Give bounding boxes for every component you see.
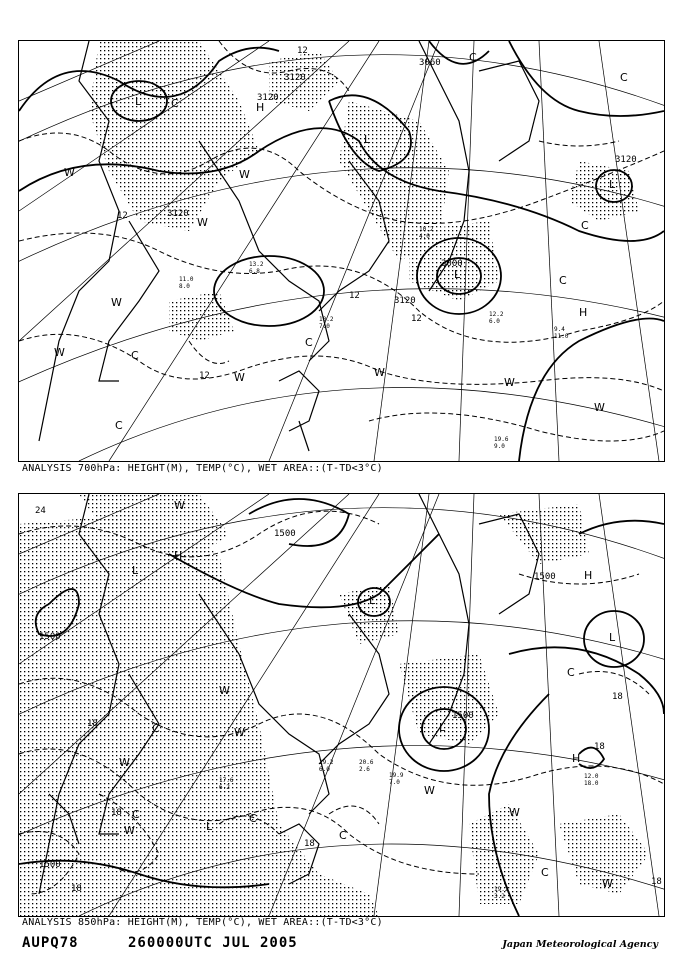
svg-text:17.6: 17.6 bbox=[219, 777, 234, 784]
low-center-1: L bbox=[369, 594, 376, 607]
warm-marker: W bbox=[504, 376, 515, 389]
warm-marker: W bbox=[219, 684, 230, 697]
warm-marker: W bbox=[111, 296, 122, 309]
height-label: 3060 bbox=[419, 58, 441, 68]
svg-text:6.2: 6.2 bbox=[219, 784, 230, 791]
height-label: 1500 bbox=[534, 572, 556, 582]
svg-text:7.0: 7.0 bbox=[319, 323, 330, 330]
svg-text:20.6: 20.6 bbox=[359, 759, 374, 766]
low-center-4: L bbox=[206, 820, 213, 833]
cold-marker: C bbox=[620, 71, 628, 84]
low-center-2: L bbox=[364, 133, 371, 146]
cold-marker: C bbox=[559, 274, 567, 287]
svg-text:9.0: 9.0 bbox=[494, 443, 505, 450]
height-label: 1500 bbox=[452, 711, 474, 721]
warm-marker: W bbox=[64, 166, 75, 179]
warm-marker: W bbox=[124, 824, 135, 837]
svg-text:11.0: 11.0 bbox=[179, 276, 194, 283]
height-label: 3120 bbox=[394, 296, 416, 306]
temp-label: 18 bbox=[594, 742, 605, 752]
caption-700hpa: ANALYSIS 700hPa: HEIGHT(M), TEMP(°C), WET AREA::(T-TD<3°C) bbox=[22, 463, 383, 474]
warm-marker: W bbox=[424, 784, 435, 797]
warm-marker: W bbox=[509, 806, 520, 819]
low-center-3: L bbox=[609, 631, 616, 644]
svg-text:4.0: 4.0 bbox=[419, 233, 430, 240]
agency-name: Japan Meteorological Agency bbox=[502, 939, 658, 950]
svg-text:7.0: 7.0 bbox=[389, 779, 400, 786]
svg-text:12.0: 12.0 bbox=[584, 773, 599, 780]
warm-marker: W bbox=[594, 401, 605, 414]
valid-time: 260000UTC JUL 2005 bbox=[128, 935, 298, 951]
svg-text:9.4: 9.4 bbox=[554, 326, 565, 333]
svg-text:10.2: 10.2 bbox=[319, 316, 334, 323]
low-center-2: L bbox=[439, 721, 446, 734]
height-label: 1500 bbox=[274, 529, 296, 539]
svg-text:19.6: 19.6 bbox=[494, 436, 509, 443]
height-label: 1500 bbox=[39, 860, 61, 870]
low-center-3: L bbox=[454, 268, 461, 281]
low-center-5: L bbox=[132, 564, 139, 577]
cold-marker: C bbox=[132, 808, 140, 821]
temp-label: 12 bbox=[199, 371, 210, 381]
map-panel-850hpa bbox=[18, 493, 665, 917]
svg-text:3.2: 3.2 bbox=[494, 893, 505, 900]
temp-label: 18 bbox=[651, 877, 662, 887]
warm-marker: W bbox=[234, 371, 245, 384]
height-label: 3120 bbox=[257, 93, 279, 103]
svg-text:6.0: 6.0 bbox=[319, 766, 330, 773]
cold-marker: C bbox=[581, 219, 589, 232]
warm-marker: W bbox=[54, 346, 65, 359]
svg-text:18.0: 18.0 bbox=[584, 780, 599, 787]
height-label: 3120 bbox=[615, 155, 637, 165]
temp-label: 12 bbox=[411, 314, 422, 324]
warm-marker: W bbox=[174, 499, 185, 512]
map-850hpa-canvas bbox=[19, 494, 664, 916]
wet-area-shading bbox=[19, 494, 649, 916]
height-label: 3120 bbox=[284, 73, 306, 83]
warm-marker: W bbox=[374, 366, 385, 379]
cold-marker: C bbox=[171, 97, 179, 110]
wet-area-shading bbox=[89, 41, 639, 341]
high-center-2: H bbox=[584, 569, 593, 582]
cold-marker: C bbox=[567, 666, 575, 679]
high-center-2: H bbox=[579, 306, 588, 319]
map-panel-700hpa bbox=[18, 40, 665, 462]
temp-label: 18 bbox=[111, 808, 122, 818]
temp-label: 12 bbox=[117, 211, 128, 221]
chart-code: AUPQ78 bbox=[22, 935, 79, 951]
svg-text:11.0: 11.0 bbox=[554, 333, 569, 340]
temp-label: 18 bbox=[71, 884, 82, 894]
cold-marker: C bbox=[305, 336, 313, 349]
svg-text:6.8: 6.8 bbox=[249, 268, 260, 275]
height-label: 3120 bbox=[167, 209, 189, 219]
low-center-4: L bbox=[609, 178, 616, 191]
cold-marker: C bbox=[541, 866, 549, 879]
high-center-3: H bbox=[174, 549, 183, 562]
temp-label: 12 bbox=[349, 291, 360, 301]
cold-marker: C bbox=[152, 722, 160, 735]
cold-marker: C bbox=[115, 419, 123, 432]
warm-marker: W bbox=[197, 216, 208, 229]
warm-marker: W bbox=[602, 877, 613, 890]
high-center-1: H bbox=[572, 752, 581, 765]
svg-text:6.0: 6.0 bbox=[489, 318, 500, 325]
station-observations bbox=[179, 226, 569, 450]
svg-text:10.2: 10.2 bbox=[419, 226, 434, 233]
warm-marker: W bbox=[234, 726, 245, 739]
svg-text:13.2: 13.2 bbox=[249, 261, 264, 268]
temp-label: 24 bbox=[35, 506, 46, 516]
warm-marker: W bbox=[119, 756, 130, 769]
low-center-1: L bbox=[135, 95, 142, 108]
temp-label: 18 bbox=[304, 839, 315, 849]
svg-text:19.9: 19.9 bbox=[389, 772, 404, 779]
high-center-1: H bbox=[256, 101, 265, 114]
cold-marker: C bbox=[339, 829, 347, 842]
temp-label: 12 bbox=[297, 46, 308, 56]
svg-text:8.0: 8.0 bbox=[179, 283, 190, 290]
svg-text:2.6: 2.6 bbox=[359, 766, 370, 773]
svg-text:12.2: 12.2 bbox=[489, 311, 504, 318]
svg-text:19.2: 19.2 bbox=[319, 759, 334, 766]
warm-marker: W bbox=[239, 168, 250, 181]
cold-marker: C bbox=[249, 812, 257, 825]
height-label: 3000 bbox=[441, 259, 463, 269]
height-label: 1500 bbox=[39, 632, 61, 642]
cold-marker: C bbox=[131, 349, 139, 362]
cold-marker: C bbox=[469, 51, 477, 64]
map-700hpa-canvas bbox=[19, 41, 664, 461]
caption-850hpa: ANALYSIS 850hPa: HEIGHT(M), TEMP(°C), WET AREA::(T-TD<3°C) bbox=[22, 917, 383, 928]
temp-label: 18 bbox=[87, 719, 98, 729]
svg-text:19.2: 19.2 bbox=[494, 886, 509, 893]
temp-label: 18 bbox=[612, 692, 623, 702]
